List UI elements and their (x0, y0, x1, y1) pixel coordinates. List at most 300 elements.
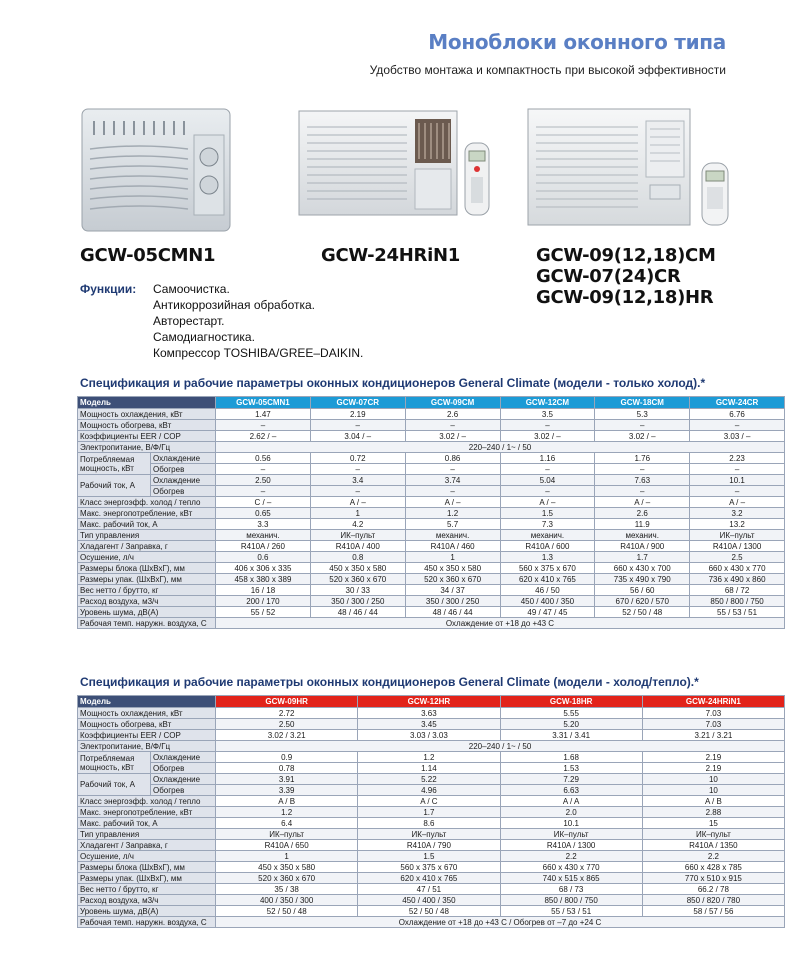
table-row (78, 486, 785, 497)
row-label: Рабочий ток, А (78, 475, 151, 497)
table-row (78, 464, 785, 475)
table-cell: – (310, 420, 405, 431)
table-cell: 11.9 (595, 519, 690, 530)
model-header-cell: GCW-24HRiN1 (642, 696, 784, 708)
table-cell: 3.04 / – (310, 431, 405, 442)
row-sublabel: Обогрев (151, 785, 216, 796)
row-sublabel: Охлаждение (151, 752, 216, 763)
table-cell: – (690, 486, 785, 497)
table-cell: 450 / 400 / 350 (500, 596, 595, 607)
table-cell: 620 x 410 x 765 (500, 574, 595, 585)
table-row (78, 730, 785, 741)
table-row (78, 563, 785, 574)
table-cell: 2.5 (690, 552, 785, 563)
table-cell: 3.45 (358, 719, 500, 730)
table-row (78, 519, 785, 530)
table-cell: 520 x 360 x 670 (310, 574, 405, 585)
table-cell: ИК–пульт (500, 829, 642, 840)
table-cell: R410A / 600 (500, 541, 595, 552)
table-cell: 2.72 (216, 708, 358, 719)
table-cell: 47 / 51 (358, 884, 500, 895)
table-row (78, 453, 785, 464)
row-sublabel: Охлаждение (151, 475, 216, 486)
row-label-line: мощность, кВт (80, 762, 134, 772)
row-label-line: Потребляемая (80, 454, 135, 464)
table-cell: 1.2 (358, 752, 500, 763)
model-header-cell: GCW-09HR (216, 696, 358, 708)
table-cell: 2.2 (642, 851, 784, 862)
table-cell: – (595, 486, 690, 497)
row-label: Коэффициенты EER / COP (78, 431, 216, 442)
table-row (78, 785, 785, 796)
row-label: Класс энергоэфф. холод / тепло (78, 497, 216, 508)
table-cell: 2.50 (216, 719, 358, 730)
table-cell: R410A / 900 (595, 541, 690, 552)
table-cell: 1.14 (358, 763, 500, 774)
table-cell: 2.2 (500, 851, 642, 862)
table-cell: – (500, 464, 595, 475)
table-cell: R410A / 1350 (642, 840, 784, 851)
row-label: Электропитание, В/Ф/Гц (78, 741, 216, 752)
table-cell: 30 / 33 (310, 585, 405, 596)
table-cell: – (405, 486, 500, 497)
table-cell: 520 x 360 x 670 (405, 574, 500, 585)
page-title: Моноблоки оконного типа (428, 30, 726, 54)
table-cell: 10 (642, 785, 784, 796)
functions-list (153, 281, 363, 361)
table-cell: – (595, 464, 690, 475)
table-row (78, 895, 785, 906)
model-header-cell: GCW-18CM (595, 397, 690, 409)
product-name-3-line-1: GCW-09(12,18)CM (536, 245, 716, 266)
table-cell: 3.63 (358, 708, 500, 719)
function-item: Авторестарт. (153, 314, 225, 328)
table-cell: 34 / 37 (405, 585, 500, 596)
row-label: Класс энергоэфф. холод / тепло (78, 796, 216, 807)
table-row (78, 552, 785, 563)
table-cell: 660 x 428 x 785 (642, 862, 784, 873)
table-cell: 350 / 300 / 250 (405, 596, 500, 607)
row-label: Тип управления (78, 829, 216, 840)
table-row (78, 851, 785, 862)
table-row (78, 585, 785, 596)
table-cell: 660 x 430 x 700 (595, 563, 690, 574)
table-cell: 3.21 / 3.21 (642, 730, 784, 741)
table-cell: 48 / 46 / 44 (310, 607, 405, 618)
model-header-cell: GCW-05CMN1 (216, 397, 311, 409)
table-cell: 35 / 38 (216, 884, 358, 895)
table-cell: ИК–пульт (690, 530, 785, 541)
table-row (78, 708, 785, 719)
product-name-3-line-2: GCW-07(24)CR (536, 266, 681, 287)
row-sublabel: Охлаждение (151, 774, 216, 785)
row-sublabel: Обогрев (151, 763, 216, 774)
row-label: Мощность охлаждения, кВт (78, 708, 216, 719)
table-row (78, 917, 785, 928)
table-cell: 52 / 50 / 48 (216, 906, 358, 917)
table-cell: 2.19 (310, 409, 405, 420)
table-row (78, 884, 785, 895)
table-cell: – (310, 486, 405, 497)
table-cell: 3.03 / 3.03 (358, 730, 500, 741)
table-row (78, 818, 785, 829)
row-label: Электропитание, В/Ф/Гц (78, 442, 216, 453)
table-cell-merged: 220–240 / 1~ / 50 (216, 741, 785, 752)
page-subtitle: Удобство монтажа и компактность при высокой эффективности (369, 63, 726, 77)
table-cell: 0.78 (216, 763, 358, 774)
window-ac-cm-cr-hr-image (526, 105, 736, 230)
table-cell: R410A / 790 (358, 840, 500, 851)
table-cell: – (216, 420, 311, 431)
table-cell: 7.63 (595, 475, 690, 486)
table-cell: ИК–пульт (642, 829, 784, 840)
table-row (78, 530, 785, 541)
table-cell: 52 / 50 / 48 (595, 607, 690, 618)
table-cell: 5.20 (500, 719, 642, 730)
table-cell: механич. (500, 530, 595, 541)
model-header-cell: GCW-07CR (310, 397, 405, 409)
table-cell: 5.22 (358, 774, 500, 785)
table-cell: 560 x 375 x 670 (358, 862, 500, 873)
spec-table-cool-heat (77, 695, 785, 928)
function-item: Самоочистка. (153, 282, 230, 296)
row-label: Размеры упак. (ШхВхГ), мм (78, 873, 216, 884)
table-cell: 2.50 (216, 475, 311, 486)
table-cell: – (405, 464, 500, 475)
table-cell: 4.2 (310, 519, 405, 530)
table-cell: R410A / 1300 (500, 840, 642, 851)
window-ac-24hrin1-image (297, 105, 500, 225)
table-row (78, 607, 785, 618)
table-cell: 450 x 350 x 580 (405, 563, 500, 574)
row-label: Мощность охлаждения, кВт (78, 409, 216, 420)
table-cell: – (405, 420, 500, 431)
table-cell: 1.2 (405, 508, 500, 519)
table-cell: 0.8 (310, 552, 405, 563)
table-cell: 770 x 510 x 915 (642, 873, 784, 884)
table-cell: 3.3 (216, 519, 311, 530)
table-cell: 55 / 52 (216, 607, 311, 618)
table-cell: 7.03 (642, 708, 784, 719)
table-cell: ИК–пульт (310, 530, 405, 541)
table-cell: 1.2 (216, 807, 358, 818)
table-cell: 660 x 430 x 770 (690, 563, 785, 574)
table-cell: 48 / 46 / 44 (405, 607, 500, 618)
table-cell: – (500, 486, 595, 497)
table-cell: 1.3 (500, 552, 595, 563)
table-row (78, 763, 785, 774)
table-cell: 520 x 360 x 670 (216, 873, 358, 884)
table-cell: 1.68 (500, 752, 642, 763)
table-cell: 3.03 / – (690, 431, 785, 442)
model-header-cell: GCW-24CR (690, 397, 785, 409)
row-label: Уровень шума, дВ(А) (78, 607, 216, 618)
table-cell: 6.4 (216, 818, 358, 829)
model-header-cell: GCW-12HR (358, 696, 500, 708)
table-cell: – (216, 486, 311, 497)
table-cell: A / B (216, 796, 358, 807)
product-name-3-line-3: GCW-09(12,18)HR (536, 287, 714, 308)
table-cell: 4.96 (358, 785, 500, 796)
table-cell: 3.31 / 3.41 (500, 730, 642, 741)
table-cell: 6.76 (690, 409, 785, 420)
functions-label: Функции: (80, 282, 137, 296)
table-cell: 3.39 (216, 785, 358, 796)
table-cell: 55 / 53 / 51 (690, 607, 785, 618)
window-ac-05cmn1-image (80, 105, 232, 235)
table-row (78, 741, 785, 752)
table-row (78, 829, 785, 840)
table-cell: R410A / 1300 (690, 541, 785, 552)
table-cell: 3.91 (216, 774, 358, 785)
table-cell: механич. (216, 530, 311, 541)
table-cell: 7.3 (500, 519, 595, 530)
table-cell: 0.9 (216, 752, 358, 763)
table-cell: 400 / 350 / 300 (216, 895, 358, 906)
table-cell: A / – (595, 497, 690, 508)
table-cell: 0.72 (310, 453, 405, 464)
table-cell: 850 / 800 / 750 (500, 895, 642, 906)
row-label: Осушение, л/ч (78, 851, 216, 862)
table-cell: 2.6 (405, 409, 500, 420)
table-cell: 350 / 300 / 250 (310, 596, 405, 607)
table-cell: 670 / 620 / 570 (595, 596, 690, 607)
table-cell: 6.63 (500, 785, 642, 796)
table-row (78, 618, 785, 629)
table-cell: 5.04 (500, 475, 595, 486)
table-row (78, 397, 785, 409)
row-sublabel: Обогрев (151, 464, 216, 475)
row-sublabel: Охлаждение (151, 453, 216, 464)
table-cell-merged: Охлаждение от +18 до +43 С (216, 618, 785, 629)
table-row (78, 752, 785, 763)
table-cell: 49 / 47 / 45 (500, 607, 595, 618)
table2-title: Спецификация и рабочие параметры оконных кондиционеров General Climate (модели - холод/тепло).* (80, 675, 699, 689)
table-cell: – (310, 464, 405, 475)
table-cell: 735 x 490 x 790 (595, 574, 690, 585)
row-label: Мощность обогрева, кВт (78, 719, 216, 730)
table-cell: 560 x 375 x 670 (500, 563, 595, 574)
table-cell: 15 (642, 818, 784, 829)
table-cell: 5.7 (405, 519, 500, 530)
table-cell: A / – (405, 497, 500, 508)
table-cell: A / C (358, 796, 500, 807)
table-cell: 52 / 50 / 48 (358, 906, 500, 917)
table-cell: 3.02 / 3.21 (216, 730, 358, 741)
table-cell: 68 / 72 (690, 585, 785, 596)
row-label (78, 752, 151, 774)
table-cell: 0.6 (216, 552, 311, 563)
table-cell: 850 / 820 / 780 (642, 895, 784, 906)
table-cell: 736 x 490 x 860 (690, 574, 785, 585)
row-label: Вес нетто / брутто, кг (78, 884, 216, 895)
table-cell: 1.5 (358, 851, 500, 862)
table-cell: 2.0 (500, 807, 642, 818)
row-label: Хладагент / Заправка, г (78, 840, 216, 851)
table-cell: 3.02 / – (405, 431, 500, 442)
table-row (78, 862, 785, 873)
table-row (78, 873, 785, 884)
table-cell: – (595, 420, 690, 431)
table-cell: 1 (216, 851, 358, 862)
table-cell: 1.7 (595, 552, 690, 563)
table-row (78, 840, 785, 851)
table-cell: 0.65 (216, 508, 311, 519)
table-cell: R410A / 260 (216, 541, 311, 552)
table-row (78, 475, 785, 486)
table-cell: – (216, 464, 311, 475)
table-cell: 3.5 (500, 409, 595, 420)
table-cell: 3.02 / – (500, 431, 595, 442)
row-label (78, 453, 151, 475)
table-cell: – (690, 420, 785, 431)
table-row (78, 796, 785, 807)
table-cell: C / – (216, 497, 311, 508)
table-row (78, 431, 785, 442)
table-cell: 10.1 (500, 818, 642, 829)
table-cell: 13.2 (690, 519, 785, 530)
table-row (78, 508, 785, 519)
table-cell: 850 / 800 / 750 (690, 596, 785, 607)
table-cell: 5.55 (500, 708, 642, 719)
table-cell: 620 x 410 x 765 (358, 873, 500, 884)
product-name-2: GCW-24HRiN1 (321, 245, 460, 266)
table-cell: 1.7 (358, 807, 500, 818)
table-cell: механич. (405, 530, 500, 541)
table-cell: 200 / 170 (216, 596, 311, 607)
table-cell: 1.16 (500, 453, 595, 464)
table-cell: 1.76 (595, 453, 690, 464)
function-item: Антикоррозийная обработка. (153, 298, 316, 312)
table-cell: 10 (642, 774, 784, 785)
table-cell: 46 / 50 (500, 585, 595, 596)
table-cell: 2.23 (690, 453, 785, 464)
table-cell: 406 x 306 x 335 (216, 563, 311, 574)
table-row (78, 596, 785, 607)
row-label: Макс. энергопотребление, кВт (78, 508, 216, 519)
model-header-cell: GCW-18HR (500, 696, 642, 708)
function-item: Самодиагностика. (153, 330, 255, 344)
table-row (78, 807, 785, 818)
table-cell: 16 / 18 (216, 585, 311, 596)
row-label: Макс. рабочий ток, А (78, 519, 216, 530)
spec-table-cooling-only (77, 396, 785, 629)
row-sublabel: Обогрев (151, 486, 216, 497)
row-label: Рабочая темп. наружн. воздуха, С (78, 618, 216, 629)
table-cell: – (500, 420, 595, 431)
table-cell: 660 x 430 x 770 (500, 862, 642, 873)
table-cell: 1.5 (500, 508, 595, 519)
table-cell: 58 / 57 / 56 (642, 906, 784, 917)
table-cell: 2.6 (595, 508, 690, 519)
table-row (78, 541, 785, 552)
table-cell: 450 x 350 x 580 (310, 563, 405, 574)
table-row (78, 774, 785, 785)
table-row (78, 719, 785, 730)
table-cell: 10.1 (690, 475, 785, 486)
table-cell: A / B (642, 796, 784, 807)
table-cell: 740 x 515 x 865 (500, 873, 642, 884)
table-cell: A / A (500, 796, 642, 807)
table-cell: 0.56 (216, 453, 311, 464)
table1-title: Спецификация и рабочие параметры оконных кондиционеров General Climate (модели - только холод).* (80, 376, 706, 390)
table-row (78, 420, 785, 431)
table-cell: 66.2 / 78 (642, 884, 784, 895)
function-item: Компрессор TOSHIBA/GREE–DAIKIN. (153, 346, 364, 360)
row-label: Расход воздуха, м3/ч (78, 895, 216, 906)
row-label: Вес нетто / брутто, кг (78, 585, 216, 596)
table-cell: ИК–пульт (358, 829, 500, 840)
table-cell: механич. (595, 530, 690, 541)
table-cell: 450 x 350 x 580 (216, 862, 358, 873)
row-label: Мощность обогрева, кВт (78, 420, 216, 431)
table-cell: 2.88 (642, 807, 784, 818)
model-header-label: Модель (78, 696, 216, 708)
table-cell-merged: Охлаждение от +18 до +43 С / Обогрев от –7 до +24 С (216, 917, 785, 928)
table-row (78, 409, 785, 420)
row-label: Хладагент / Заправка, г (78, 541, 216, 552)
row-label-line: Потребляемая (80, 753, 135, 763)
table-cell: A / – (500, 497, 595, 508)
model-header-cell: GCW-09CM (405, 397, 500, 409)
table-cell: 68 / 73 (500, 884, 642, 895)
table-cell: R410A / 400 (310, 541, 405, 552)
row-label: Размеры упак. (ШхВхГ), мм (78, 574, 216, 585)
table-cell: 458 x 380 x 389 (216, 574, 311, 585)
row-label: Уровень шума, дВ(А) (78, 906, 216, 917)
model-header-label: Модель (78, 397, 216, 409)
table-cell: 1.53 (500, 763, 642, 774)
row-label: Осушение, л/ч (78, 552, 216, 563)
row-label: Размеры блока (ШхВхГ), мм (78, 563, 216, 574)
table-cell: 5.3 (595, 409, 690, 420)
product-name-1: GCW-05CMN1 (80, 245, 216, 266)
row-label-line: мощность, кВт (80, 463, 134, 473)
table-cell: 2.19 (642, 763, 784, 774)
table-cell: 450 / 400 / 350 (358, 895, 500, 906)
table-cell: ИК–пульт (216, 829, 358, 840)
row-label: Коэффициенты EER / COP (78, 730, 216, 741)
table-row (78, 442, 785, 453)
row-label: Макс. рабочий ток, А (78, 818, 216, 829)
table-cell: R410A / 650 (216, 840, 358, 851)
row-label: Расход воздуха, м3/ч (78, 596, 216, 607)
table-cell: 7.03 (642, 719, 784, 730)
table-cell: – (690, 464, 785, 475)
table-cell: 0.86 (405, 453, 500, 464)
table-cell: A / – (310, 497, 405, 508)
table-cell: 1 (405, 552, 500, 563)
model-header-cell: GCW-12CM (500, 397, 595, 409)
row-label: Макс. энергопотребление, кВт (78, 807, 216, 818)
table-cell: 2.19 (642, 752, 784, 763)
table-cell: A / – (690, 497, 785, 508)
row-label: Размеры блока (ШхВхГ), мм (78, 862, 216, 873)
table-cell: R410A / 460 (405, 541, 500, 552)
table-cell: 3.2 (690, 508, 785, 519)
table-row (78, 497, 785, 508)
table-cell: 2.62 / – (216, 431, 311, 442)
row-label: Рабочая темп. наружн. воздуха, С (78, 917, 216, 928)
table-cell: 8.6 (358, 818, 500, 829)
table-cell: 56 / 60 (595, 585, 690, 596)
table-cell-merged: 220–240 / 1~ / 50 (216, 442, 785, 453)
row-label: Рабочий ток, А (78, 774, 151, 796)
table-cell: 55 / 53 / 51 (500, 906, 642, 917)
row-label: Тип управления (78, 530, 216, 541)
table-cell: 7.29 (500, 774, 642, 785)
table-cell: 3.02 / – (595, 431, 690, 442)
